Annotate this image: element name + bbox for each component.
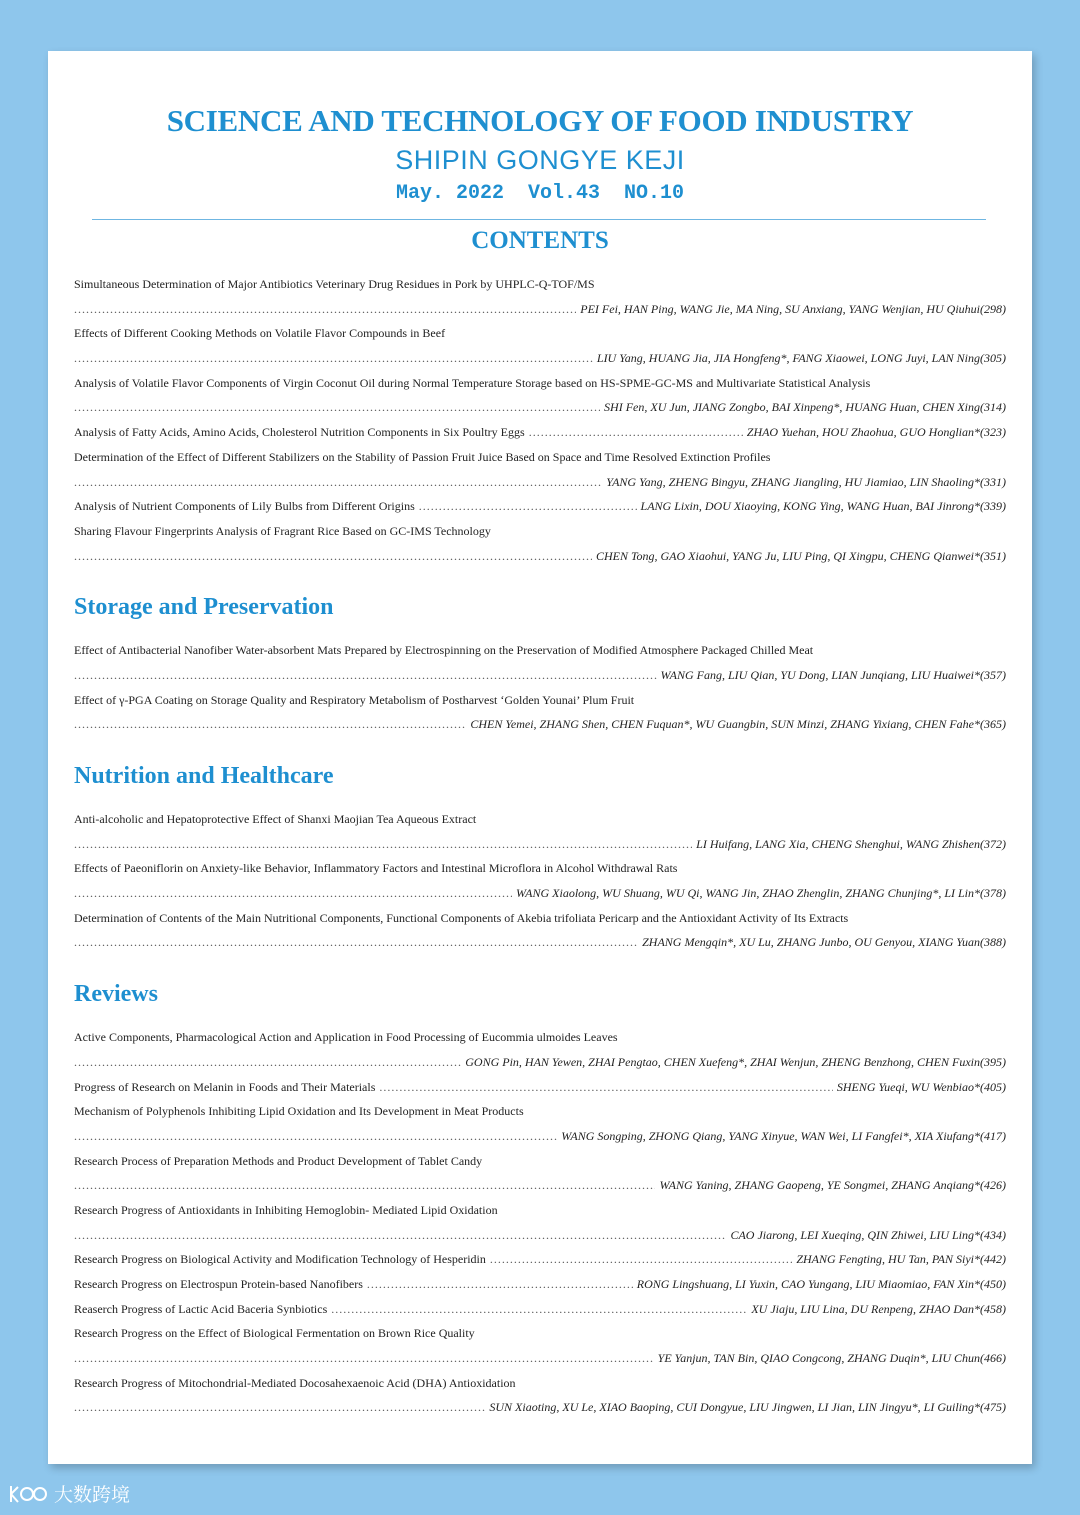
issue-info: May. 2022 Vol.43 NO.10 (395, 182, 685, 205)
article-title: Research Progress of Mitochondrial-Mediated Docosahexaenoic Acid (DHA) Antioxidation (74, 1375, 516, 1390)
toc-entry[interactable] (74, 638, 1006, 687)
toc-entry[interactable] (74, 445, 1006, 494)
article-authors-line (74, 395, 1006, 420)
article-authors: WANG Xiaolong, WU Shuang, WU Qi, WANG Jin, ZHAO Zhenglin, ZHANG Chunjing*, LI Lin*(378) (516, 886, 1006, 901)
dot-leader (74, 881, 512, 906)
table-of-contents (74, 272, 1006, 1420)
article-authors-line (74, 544, 1006, 569)
article-authors-line (74, 1050, 1006, 1075)
dot-leader (74, 470, 602, 495)
article-title: Analysis of Volatile Flavor Components of Virgin Coconut Oil during Normal Temperature Storage based on HS-SPME-GC-MS and Multivariate Statistical Analysis (74, 375, 871, 390)
toc-entry[interactable] (74, 272, 1006, 321)
article-authors-line (74, 1395, 1006, 1420)
article-title: Research Progress on Biological Activity and Modification Technology of Hesperidin (74, 1252, 486, 1267)
section-heading: Nutrition and Healthcare (74, 763, 334, 789)
toc-entry[interactable] (74, 420, 1006, 445)
watermark (8, 1480, 130, 1507)
article-authors-line (74, 832, 1006, 857)
toc-entry[interactable] (74, 856, 1006, 905)
contents-heading: CONTENTS (471, 227, 609, 254)
article-authors: SHENG Yueqi, WU Wenbiao*(405) (836, 1079, 1006, 1094)
dot-leader (74, 832, 692, 857)
article-title: Determination of Contents of the Main Nutritional Components, Functional Components of Akebia trifoliata Pericarp and the Antioxidant Activity of Its Extracts (74, 910, 849, 925)
article-authors: ZHANG Mengqin*, XU Lu, ZHANG Junbo, OU Genyou, XIANG Yuan(388) (642, 935, 1006, 950)
dot-leader (367, 1272, 633, 1297)
article-authors: XU Jiaju, LIU Lina, DU Renpeng, ZHAO Dan*(458) (751, 1301, 1006, 1316)
dot-leader (74, 663, 657, 688)
article-authors-line (74, 346, 1006, 371)
article-title: Effects of Different Cooking Methods on Volatile Flavor Compounds in Beef (74, 326, 446, 341)
article-authors-line (74, 1223, 1006, 1248)
dot-leader (74, 297, 576, 322)
section-heading: Reviews (74, 981, 158, 1008)
toc-entry[interactable] (74, 519, 1006, 568)
article-title: Active Components, Pharmacological Action and Application in Food Processing of Eucommia ulmoides Leaves (74, 1030, 618, 1045)
article-authors: CHEN Tong, GAO Xiaohui, YANG Ju, LIU Ping, QI Xingpu, CHENG Qianwei*(351) (595, 548, 1006, 563)
article-authors-line (74, 1346, 1006, 1371)
dot-leader (74, 712, 466, 737)
article-authors: LI Huifang, LANG Xia, CHENG Shenghui, WANG Zhishen(372) (696, 836, 1006, 851)
toc-entry[interactable] (74, 321, 1006, 370)
article-authors-line (74, 712, 1006, 737)
article-authors-line (74, 1173, 1006, 1198)
dot-leader (331, 1297, 747, 1322)
toc-entry[interactable] (74, 1272, 1006, 1297)
journal-page (48, 51, 1032, 1464)
article-authors: CAO Jiarong, LEI Xueqing, QIN Zhiwei, LIU Ling*(434) (730, 1227, 1006, 1242)
toc-entry[interactable] (74, 1025, 1006, 1074)
dot-leader (74, 1124, 557, 1149)
article-authors-line (74, 881, 1006, 906)
article-title: Analysis of Nutrient Components of Lily Bulbs from Different Origins (74, 499, 415, 514)
article-authors-line (74, 1124, 1006, 1149)
article-authors-line (74, 663, 1006, 688)
dot-leader (490, 1247, 792, 1272)
dot-leader (74, 930, 638, 955)
journal-pinyin-title: SHIPIN GONGYE KEJI (395, 145, 685, 175)
dot-leader (74, 1395, 485, 1420)
dot-leader (529, 420, 743, 445)
article-title: Progress of Research on Melanin in Foods and Their Materials (74, 1079, 376, 1094)
toc-entry[interactable] (74, 807, 1006, 856)
article-authors: ZHAO Yuehan, HOU Zhaohua, GUO Honglian*(323) (746, 425, 1006, 440)
toc-entry[interactable] (74, 1247, 1006, 1272)
dot-leader (74, 1346, 654, 1371)
article-authors: YANG Yang, ZHENG Bingyu, ZHANG Jiangling, HU Jiamiao, LIN Shaoling*(331) (606, 474, 1006, 489)
toc-entry[interactable] (74, 1321, 1006, 1370)
article-authors: PEI Fei, HAN Ping, WANG Jie, MA Ning, SU Anxiang, YANG Wenjian, HU Qiuhui(298) (580, 301, 1006, 316)
article-title: Effects of Paeoniflorin on Anxiety-like Behavior, Inflammatory Factors and Intestinal Microflora in Alcohol Withdrawal Rats (74, 861, 678, 876)
article-authors: WANG Yaning, ZHANG Gaopeng, YE Songmei, ZHANG Anqiang*(426) (659, 1178, 1006, 1193)
article-authors: RONG Lingshuang, LI Yuxin, CAO Yungang, LIU Miaomiao, FAN Xin*(450) (636, 1277, 1006, 1291)
article-authors: ZHANG Fengting, HU Tan, PAN Siyi*(442) (796, 1252, 1006, 1267)
article-authors: CHEN Yemei, ZHANG Shen, CHEN Fuquan*, WU Guangbin, SUN Minzi, ZHANG Yixiang, CHEN Fahe*(365) (470, 717, 1006, 732)
kdo-logo-icon (8, 1483, 48, 1505)
toc-entry[interactable] (74, 371, 1006, 420)
article-title: Analysis of Fatty Acids, Amino Acids, Cholesterol Nutrition Components in Six Poultry Eggs (74, 425, 525, 440)
dot-leader (379, 1075, 833, 1100)
toc-entry[interactable] (74, 494, 1006, 519)
article-title: Research Progress of Antioxidants in Inhibiting Hemoglobin- Mediated Lipid Oxidation (74, 1202, 498, 1217)
article-authors-line (74, 297, 1006, 322)
article-title: Determination of the Effect of Different Stabilizers on the Stability of Passion Fruit Juice Based on Space and Time Resolved Extinction Profiles (74, 449, 771, 464)
dot-leader (74, 346, 593, 371)
article-title: Effect of γ-PGA Coating on Storage Quality and Respiratory Metabolism of Postharvest ‘Golden Younai’ Plum Fruit (74, 692, 635, 707)
article-authors: LANG Lixin, DOU Xiaoying, KONG Ying, WANG Huan, BAI Jinrong*(339) (640, 499, 1006, 514)
toc-entry[interactable] (74, 1099, 1006, 1148)
dot-leader (74, 1173, 655, 1198)
watermark-text: 大数跨境 (54, 1484, 131, 1506)
toc-entry[interactable] (74, 1149, 1006, 1198)
journal-title: SCIENCE AND TECHNOLOGY OF FOOD INDUSTRY (166, 103, 914, 138)
dot-leader (74, 395, 600, 420)
article-authors: WANG Songping, ZHONG Qiang, YANG Xinyue, WAN Wei, LI Fangfei*, XIA Xiufang*(417) (561, 1128, 1006, 1143)
article-title: Research Progress on Electrospun Protein-based Nanofibers (74, 1277, 363, 1291)
dot-leader (74, 1050, 461, 1075)
article-title: Research Process of Preparation Methods and Product Development of Tablet Candy (74, 1153, 483, 1168)
toc-entry[interactable] (74, 1075, 1006, 1100)
article-authors-line (74, 470, 1006, 495)
article-title: Mechanism of Polyphenols Inhibiting Lipid Oxidation and Its Development in Meat Products (74, 1104, 524, 1119)
dot-leader (74, 1223, 726, 1248)
article-authors: SUN Xiaoting, XU Le, XIAO Baoping, CUI Dongyue, LIU Jingwen, LI Jian, LIN Jingyu*, LI Guiling*(475) (489, 1400, 1006, 1415)
article-title: Anti-alcoholic and Hepatoprotective Effect of Shanxi Maojian Tea Aqueous Extract (74, 812, 477, 826)
article-title: Research Progress on the Effect of Biological Fermentation on Brown Rice Quality (74, 1326, 475, 1341)
article-authors: LIU Yang, HUANG Jia, JIA Hongfeng*, FANG Xiaowei, LONG Juyi, LAN Ning(305) (596, 351, 1006, 366)
dot-leader (74, 544, 592, 569)
toc-entry[interactable] (74, 1198, 1006, 1247)
toc-entry[interactable] (74, 1297, 1006, 1322)
toc-entry[interactable] (74, 688, 1006, 737)
toc-entry[interactable] (74, 1371, 1006, 1420)
article-authors: YE Yanjun, TAN Bin, QIAO Congcong, ZHANG Duqin*, LIU Chun(466) (657, 1351, 1006, 1366)
section-heading: Storage and Preservation (74, 594, 334, 621)
article-title: Effect of Antibacterial Nanofiber Water-absorbent Mats Prepared by Electrospinning on the Preservation of Modified Atmosphere Packaged Chilled Meat (74, 643, 814, 658)
article-authors-line (74, 930, 1006, 955)
article-authors: WANG Fang, LIU Qian, YU Dong, LIAN Junqiang, LIU Huaiwei*(357) (660, 667, 1006, 682)
dot-leader (419, 494, 637, 519)
article-title: Reaserch Progress of Lactic Acid Baceria Synbiotics (74, 1301, 328, 1316)
article-title: Simultaneous Determination of Major Antibiotics Veterinary Drug Residues in Pork by UHPLC-Q-TOF/MS (74, 277, 595, 291)
header-divider (92, 219, 986, 220)
toc-entry[interactable] (74, 906, 1006, 955)
article-authors: GONG Pin, HAN Yewen, ZHAI Pengtao, CHEN Xuefeng*, ZHAI Wenjun, ZHENG Benzhong, CHEN Fuxin(395) (465, 1054, 1006, 1069)
article-title: Sharing Flavour Fingerprints Analysis of Fragrant Rice Based on GC-IMS Technology (74, 523, 491, 538)
article-authors: SHI Fen, XU Jun, JIANG Zongbo, BAI Xinpeng*, HUANG Huan, CHEN Xing(314) (604, 400, 1006, 415)
